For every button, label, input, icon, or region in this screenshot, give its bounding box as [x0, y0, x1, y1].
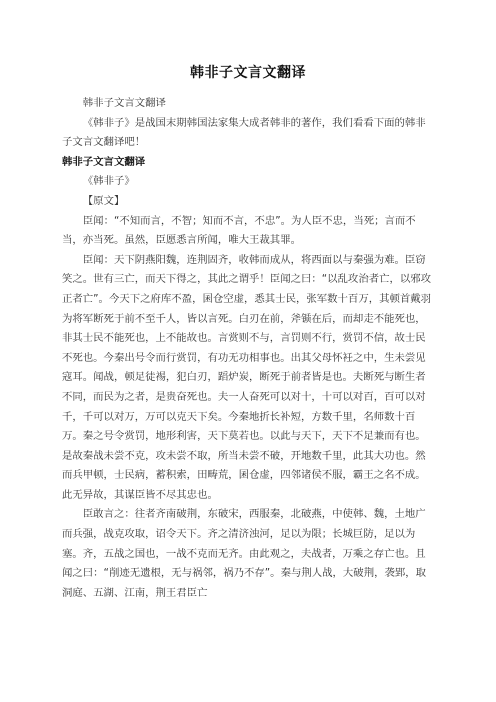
document-body [62, 94, 434, 603]
intro-paragraph: 《韩非子》是战国末期韩国法家集大成者韩非的著作，我们看看下面的韩非子文言文翻译吧！ [62, 116, 426, 149]
document-title: 韩非子文言文翻译 [190, 65, 306, 81]
body-paragraph: 臣敢言之：往者齐南破荆，东破宋，西服秦，北破燕，中使韩、魏，土地广而兵强，战克攻取，诏令天下。齐之清济浊河，足以为限；长城巨防，足以为塞。齐，五战之国也，一战不克而无齐。由此观之，夫战者，万乘之存亡也。且闻之曰：“削迹无遗根，无与祸邻，祸乃不存”。秦与荆人战，大破荆，袭郢，取洞庭、五湖、江南，荆王君臣亡 [62, 508, 427, 599]
yuanwen-label: 【原文】 [82, 194, 125, 207]
intro-heading: 韩非子文言文翻译 [82, 97, 166, 109]
body-paragraph: 臣闻：天下阴燕阳魏，连荆固齐，收韩而成从，将西面以与秦强为难。臣窃笑之。世有三亡，而天下得之，其此之谓乎！臣闻之曰：“以乱攻治者亡，以邪攻正者亡”。今天下之府库不盈，囷仓空虚，悉其士民，张军数十百万，其顿首戴羽为将军断死于前不至千人，皆以言死。白刃在前，斧锧在后，而却走不能死也，非其士民不能死也，上不能故也。言赏则不与，言罚则不行，赏罚不信，故士民不死也。今秦出号令而行赏罚，有功无功相事也。出其父母怀衽之中，生未尝见寇耳。闻战，顿足徒裼，犯白刃，蹈炉炭，断死于前者皆是也。夫断死与断生者不同，而民为之者，是贵奋死也。夫一人奋死可以对十，十可以对百，百可以对千，千可以对万，万可以克天下矣。今秦地折长补短，方数千里，名师数十百万。秦之号令赏罚，地形利害，天下莫若也。以此与天下，天下不足兼而有也。是故秦战未尝不克，攻未尝不取，所当未尝不破，开地数千里，此其大功也。然而兵甲顿，士民病，蓄积索，田畴荒，囷仓虚，四邻诸侯不服，霸王之名不成。此无异故，其谋臣皆不尽其忠也。 [62, 253, 432, 501]
book-title: 《韩非子》 [82, 175, 135, 188]
body-paragraph: 臣闻：“不知而言，不智；知而不言，不忠”。为人臣不忠，当死；言而不当，亦当死。虽然，臣愿悉言所闻，唯大王裁其罪。 [62, 214, 416, 247]
section-heading: 韩非子文言文翻译 [62, 155, 146, 168]
